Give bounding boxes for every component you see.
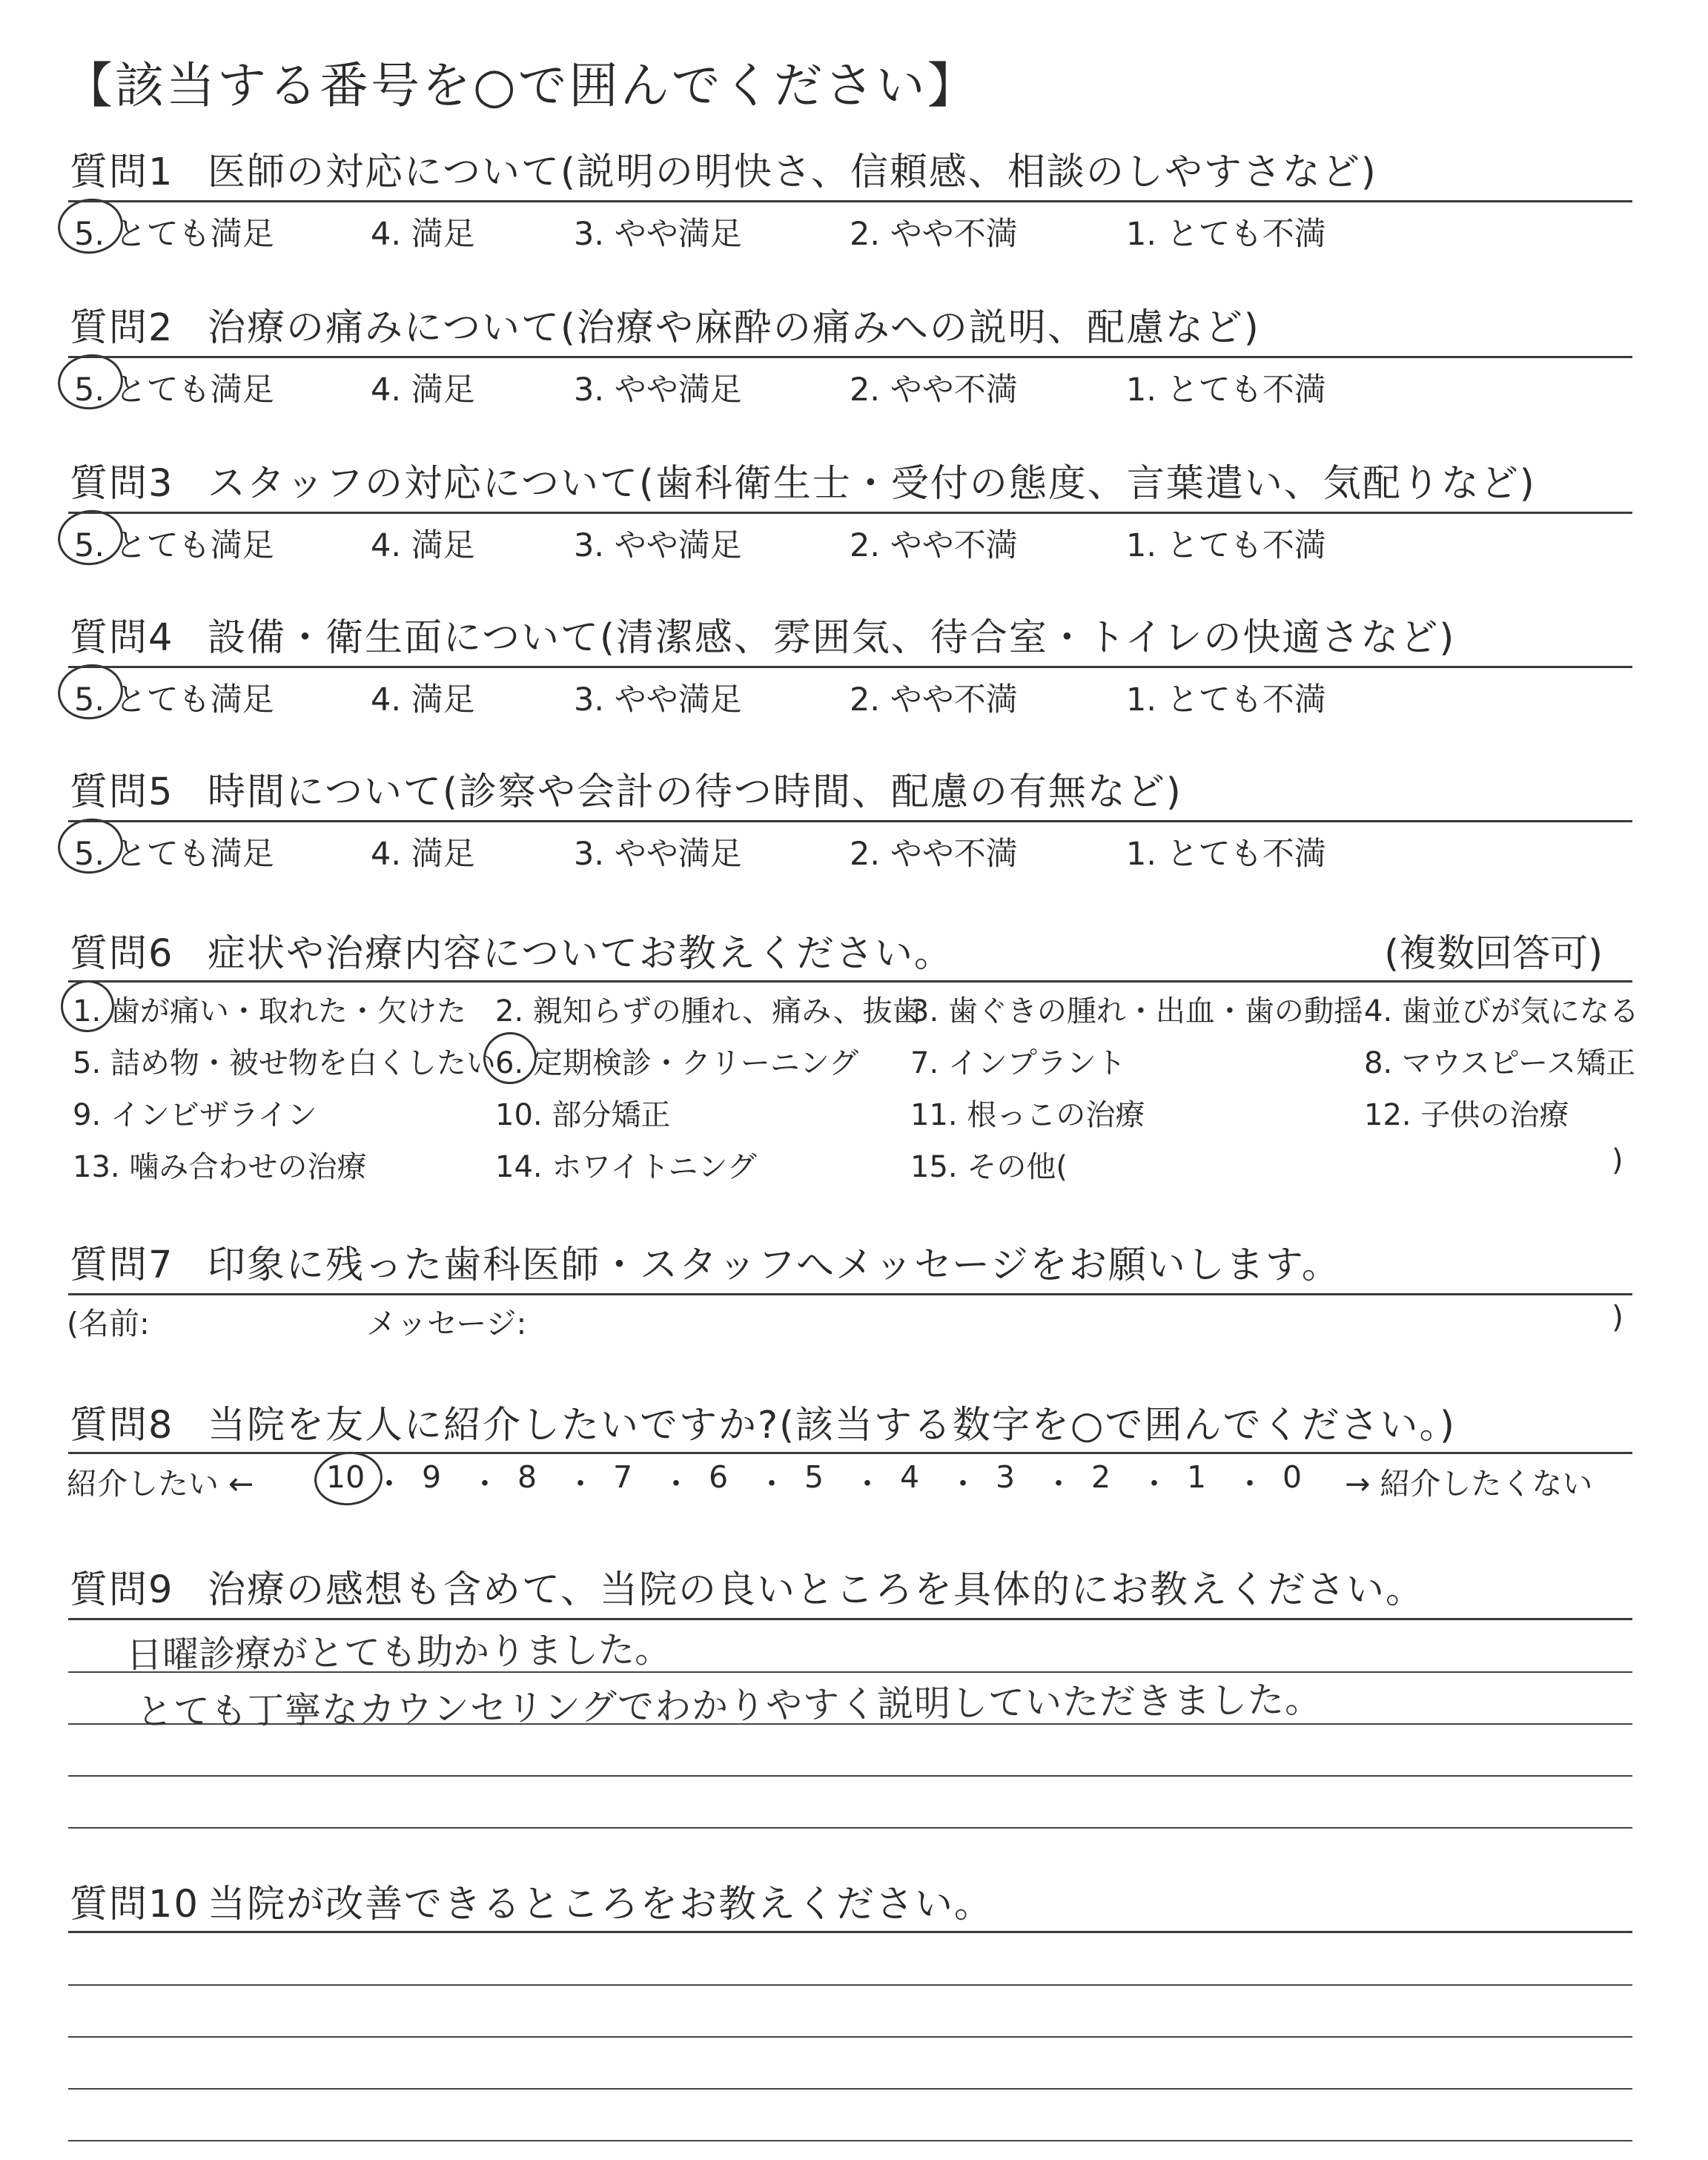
scale-separator: ・ bbox=[469, 1466, 500, 1502]
question-text: 当院が改善できるところをお教えください。 bbox=[208, 1883, 994, 1926]
question-number: 質問7 bbox=[70, 1244, 174, 1287]
q6-option-7[interactable]: 7. インプラント bbox=[910, 1046, 1126, 1080]
scale-value[interactable]: 6 bbox=[709, 1459, 729, 1495]
rule-q1 bbox=[68, 200, 1632, 202]
question-4 bbox=[70, 612, 1631, 719]
q6-option-9[interactable]: 9. インビザライン bbox=[73, 1098, 317, 1132]
question-number: 質問9 bbox=[70, 1568, 174, 1612]
q6-option-4[interactable]: 4. 歯並びが気になる bbox=[1364, 994, 1639, 1028]
name-label: (名前: bbox=[67, 1306, 150, 1341]
scale-value[interactable]: 10 bbox=[326, 1459, 365, 1495]
question-number: 質問1 bbox=[70, 151, 174, 194]
option-very-satisfied[interactable]: 5. とても満足 bbox=[74, 216, 274, 253]
other-closing-paren: ) bbox=[1612, 1143, 1623, 1178]
question-number: 質問6 bbox=[70, 932, 174, 976]
question-5 bbox=[70, 767, 1631, 873]
option-somewhat-dissatisfied[interactable]: 2. やや不満 bbox=[850, 371, 1018, 409]
scale-value[interactable]: 2 bbox=[1091, 1459, 1111, 1495]
option-very-dissatisfied[interactable]: 1. とても不満 bbox=[1126, 681, 1326, 719]
q6-option-14[interactable]: 14. ホワイトニング bbox=[495, 1150, 757, 1184]
handwritten-answer-line: 日曜診療がとても助かりました。 bbox=[125, 1628, 672, 1677]
rule-q8 bbox=[68, 1452, 1632, 1454]
option-very-satisfied[interactable]: 5. とても満足 bbox=[74, 681, 274, 719]
scale-value[interactable]: 9 bbox=[422, 1459, 442, 1495]
closing-paren: ) bbox=[1612, 1299, 1623, 1335]
rule-q9 bbox=[68, 1618, 1632, 1620]
option-very-satisfied[interactable]: 5. とても満足 bbox=[74, 371, 274, 409]
option-very-satisfied[interactable]: 5. とても満足 bbox=[74, 527, 274, 564]
question-1 bbox=[70, 147, 1631, 253]
scale-value[interactable]: 8 bbox=[517, 1459, 537, 1495]
answer-line bbox=[68, 1984, 1632, 1986]
multiple-answer-note: (複数回答可) bbox=[1384, 932, 1603, 976]
option-somewhat-satisfied[interactable]: 3. やや満足 bbox=[574, 836, 742, 873]
q6-option-3[interactable]: 3. 歯ぐきの腫れ・出血・歯の動揺 bbox=[910, 994, 1363, 1028]
scale-separator: ・ bbox=[565, 1466, 596, 1502]
option-very-dissatisfied[interactable]: 1. とても不満 bbox=[1126, 371, 1326, 409]
question-text: 当院を友人に紹介したいですか?(該当する数字を○で囲んでください。) bbox=[208, 1404, 1456, 1447]
option-somewhat-satisfied[interactable]: 3. やや満足 bbox=[574, 681, 742, 719]
option-somewhat-satisfied[interactable]: 3. やや満足 bbox=[574, 216, 742, 253]
question-number: 質問2 bbox=[70, 306, 174, 350]
q6-option-13[interactable]: 13. 噛み合わせの治療 bbox=[73, 1150, 367, 1184]
option-satisfied[interactable]: 4. 満足 bbox=[371, 371, 475, 409]
scale-separator: ・ bbox=[661, 1466, 692, 1502]
option-somewhat-dissatisfied[interactable]: 2. やや不満 bbox=[850, 527, 1018, 564]
option-satisfied[interactable]: 4. 満足 bbox=[371, 681, 475, 719]
scale-value[interactable]: 4 bbox=[900, 1459, 920, 1495]
option-very-satisfied[interactable]: 5. とても満足 bbox=[74, 836, 274, 873]
question-text: 医師の対応について(説明の明快さ、信頼感、相談のしやすさなど) bbox=[208, 151, 1377, 194]
recommend-left-label: 紹介したい ← bbox=[67, 1466, 254, 1502]
q6-option-12[interactable]: 12. 子供の治療 bbox=[1364, 1098, 1569, 1132]
answer-line bbox=[68, 2140, 1632, 2141]
scale-separator: ・ bbox=[1139, 1466, 1170, 1502]
scale-separator: ・ bbox=[374, 1466, 405, 1502]
scale-value[interactable]: 3 bbox=[996, 1459, 1016, 1495]
recommend-right-label: → 紹介したくない bbox=[1345, 1466, 1593, 1502]
option-very-dissatisfied[interactable]: 1. とても不満 bbox=[1126, 527, 1326, 564]
scale-separator: ・ bbox=[1234, 1466, 1265, 1502]
question-number: 質問8 bbox=[70, 1404, 174, 1447]
option-satisfied[interactable]: 4. 満足 bbox=[371, 836, 475, 873]
question-text: 治療の痛みについて(治療や麻酔の痛みへの説明、配慮など) bbox=[208, 306, 1260, 350]
page-title: 【該当する番号を○で囲んでください】 bbox=[64, 57, 979, 114]
rule-q5 bbox=[68, 820, 1632, 822]
option-somewhat-dissatisfied[interactable]: 2. やや不満 bbox=[850, 216, 1018, 253]
scale-value[interactable]: 7 bbox=[613, 1459, 633, 1495]
answer-line bbox=[68, 2036, 1632, 2038]
scale-value[interactable]: 5 bbox=[804, 1459, 824, 1495]
question-number: 質問5 bbox=[70, 770, 174, 814]
scale-separator: ・ bbox=[756, 1466, 787, 1502]
q6-option-11[interactable]: 11. 根っこの治療 bbox=[910, 1098, 1145, 1132]
scale-value[interactable]: 1 bbox=[1187, 1459, 1207, 1495]
question-8 bbox=[67, 1400, 1631, 1502]
scale-value[interactable]: 0 bbox=[1282, 1459, 1302, 1495]
rule-q4 bbox=[68, 666, 1632, 668]
option-somewhat-satisfied[interactable]: 3. やや満足 bbox=[574, 527, 742, 564]
q6-option-5[interactable]: 5. 詰め物・被せ物を白くしたい bbox=[73, 1046, 496, 1080]
rule-q10 bbox=[68, 1931, 1632, 1933]
answer-line bbox=[68, 2088, 1632, 2090]
scale-separator: ・ bbox=[852, 1466, 883, 1502]
question-number: 質問3 bbox=[70, 462, 174, 506]
question-7 bbox=[67, 1240, 1631, 1341]
q6-option-15[interactable]: 15. その他( bbox=[910, 1150, 1068, 1184]
rule-q7 bbox=[68, 1293, 1632, 1295]
option-somewhat-dissatisfied[interactable]: 2. やや不満 bbox=[850, 836, 1018, 873]
q6-option-2[interactable]: 2. 親知らずの腫れ、痛み、抜歯 bbox=[495, 994, 922, 1028]
question-text: 印象に残った歯科医師・スタッフへメッセージをお願いします。 bbox=[208, 1244, 1341, 1287]
rule-q2 bbox=[68, 356, 1632, 358]
option-somewhat-dissatisfied[interactable]: 2. やや不満 bbox=[850, 681, 1018, 719]
option-very-dissatisfied[interactable]: 1. とても不満 bbox=[1126, 836, 1326, 873]
question-text: スタッフの対応について(歯科衛生士・受付の態度、言葉遣い、気配りなど) bbox=[208, 462, 1536, 506]
option-satisfied[interactable]: 4. 満足 bbox=[371, 216, 475, 253]
question-10 bbox=[70, 1879, 1631, 1931]
rule-q6 bbox=[68, 980, 1632, 982]
handwritten-answer-line: とても丁寧なカウンセリングでわかりやすく説明していただきました。 bbox=[136, 1678, 1323, 1734]
option-very-dissatisfied[interactable]: 1. とても不満 bbox=[1126, 216, 1326, 253]
question-2 bbox=[70, 303, 1631, 409]
question-6 bbox=[70, 928, 1639, 1184]
scale-separator: ・ bbox=[947, 1466, 979, 1502]
q6-option-6[interactable]: 6. 定期検診・クリーニング bbox=[495, 1046, 859, 1080]
question-text: 症状や治療内容についてお教えください。 bbox=[208, 932, 953, 976]
question-number: 質問10 bbox=[70, 1883, 199, 1926]
q6-option-10[interactable]: 10. 部分矯正 bbox=[495, 1098, 671, 1132]
message-label: メッセージ: bbox=[366, 1306, 527, 1341]
option-somewhat-satisfied[interactable]: 3. やや満足 bbox=[574, 371, 742, 409]
scale-separator: ・ bbox=[1043, 1466, 1074, 1502]
question-text: 時間について(診察や会計の待つ時間、配慮の有無など) bbox=[208, 770, 1182, 814]
rule-q3 bbox=[68, 512, 1632, 514]
question-3 bbox=[70, 458, 1631, 564]
answer-line bbox=[68, 1775, 1632, 1777]
answer-line bbox=[68, 1827, 1632, 1829]
option-satisfied[interactable]: 4. 満足 bbox=[371, 527, 475, 564]
question-text: 治療の感想も含めて、当院の良いところを具体的にお教えください。 bbox=[208, 1568, 1425, 1612]
question-text: 設備・衛生面について(清潔感、雰囲気、待合室・トイレの快適さなど) bbox=[208, 616, 1456, 660]
question-9 bbox=[70, 1565, 1631, 1616]
question-number: 質問4 bbox=[70, 616, 174, 660]
q6-option-8[interactable]: 8. マウスピース矯正 bbox=[1364, 1046, 1636, 1080]
q6-option-1[interactable]: 1. 歯が痛い・取れた・欠けた bbox=[73, 994, 466, 1028]
